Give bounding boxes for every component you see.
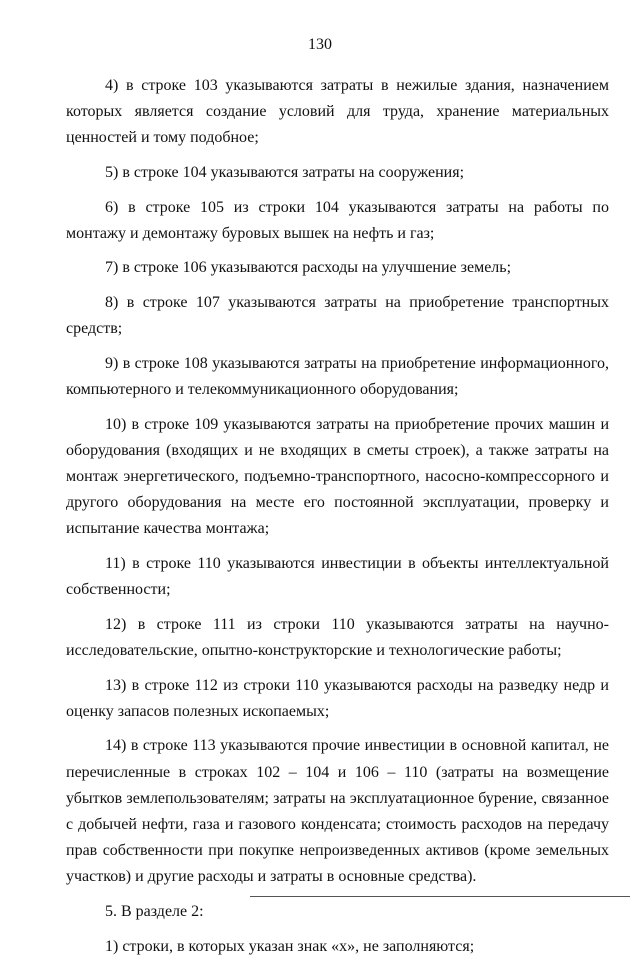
paragraph-item-1: 1) строки, в которых указан знак «х», не заполняются; xyxy=(105,937,475,955)
paragraph-line-111: 12) в строке 111 из строки 110 указываются затраты на научно-исследовательские, опытно-конструкторские и технологические работы; xyxy=(66,615,609,659)
paragraph-line-106: 7) в строке 106 указываются расходы на улучшение земель; xyxy=(105,259,512,277)
paragraph-line-113: 14) в строке 113 указываются прочие инвестиции в основной капитал, не перечисленные в строках 102 – 104 и 106 – 110 (затраты на возмещение убытков землепользователям; затраты на эксплуатационное бурение, связанное с добычей нефти, газа и газового конденсата; стоимость расходов на передачу прав собственности при покупке непроизведенных активов (кроме земельных участков) и другие расходы и затраты в основные средства). xyxy=(66,737,609,886)
paragraph-line-104: 5) в строке 104 указываются затраты на сооружения; xyxy=(105,164,465,181)
page-number: 130 xyxy=(308,36,332,53)
paragraph-line-103: 4) в строке 103 указываются затраты в нежилые здания, назначением которых является создание условий для труда, хранение материальных ценностей и тому подобное; xyxy=(66,77,609,147)
paragraph-line-109: 10) в строке 109 указываются затраты на приобретение прочих машин и оборудования (входящих и не входящих в сметы строек), а также затраты на монтаж энергетического, подъемно-транспортного, насосно-компрессорного и другого оборудования на месте его постоянной эксплуатации, проверку и испытание качества монтажа; xyxy=(66,415,609,538)
paragraph-line-105: 6) в строке 105 из строки 104 указываются затраты на работы по монтажу и демонтажу буровых вышек на нефть и газ; xyxy=(66,198,609,242)
paragraph-line-108: 9) в строке 108 указываются затраты на приобретение информационного, компьютерного и телекоммуникационного оборудования; xyxy=(66,354,609,398)
document-body xyxy=(66,73,609,960)
paragraph-line-107: 8) в строке 107 указываются затраты на приобретение транспортных средств; xyxy=(66,293,609,338)
paragraph-line-112: 13) в строке 112 из строки 110 указываются расходы на разведку недр и оценку запасов полезных ископаемых; xyxy=(66,676,609,720)
paragraph-line-110: 11) в строке 110 указываются инвестиции в объекты интеллектуальной собственности; xyxy=(66,554,609,599)
section-heading: 5. В разделе 2: xyxy=(105,902,204,920)
bottom-edge-line xyxy=(250,896,630,897)
